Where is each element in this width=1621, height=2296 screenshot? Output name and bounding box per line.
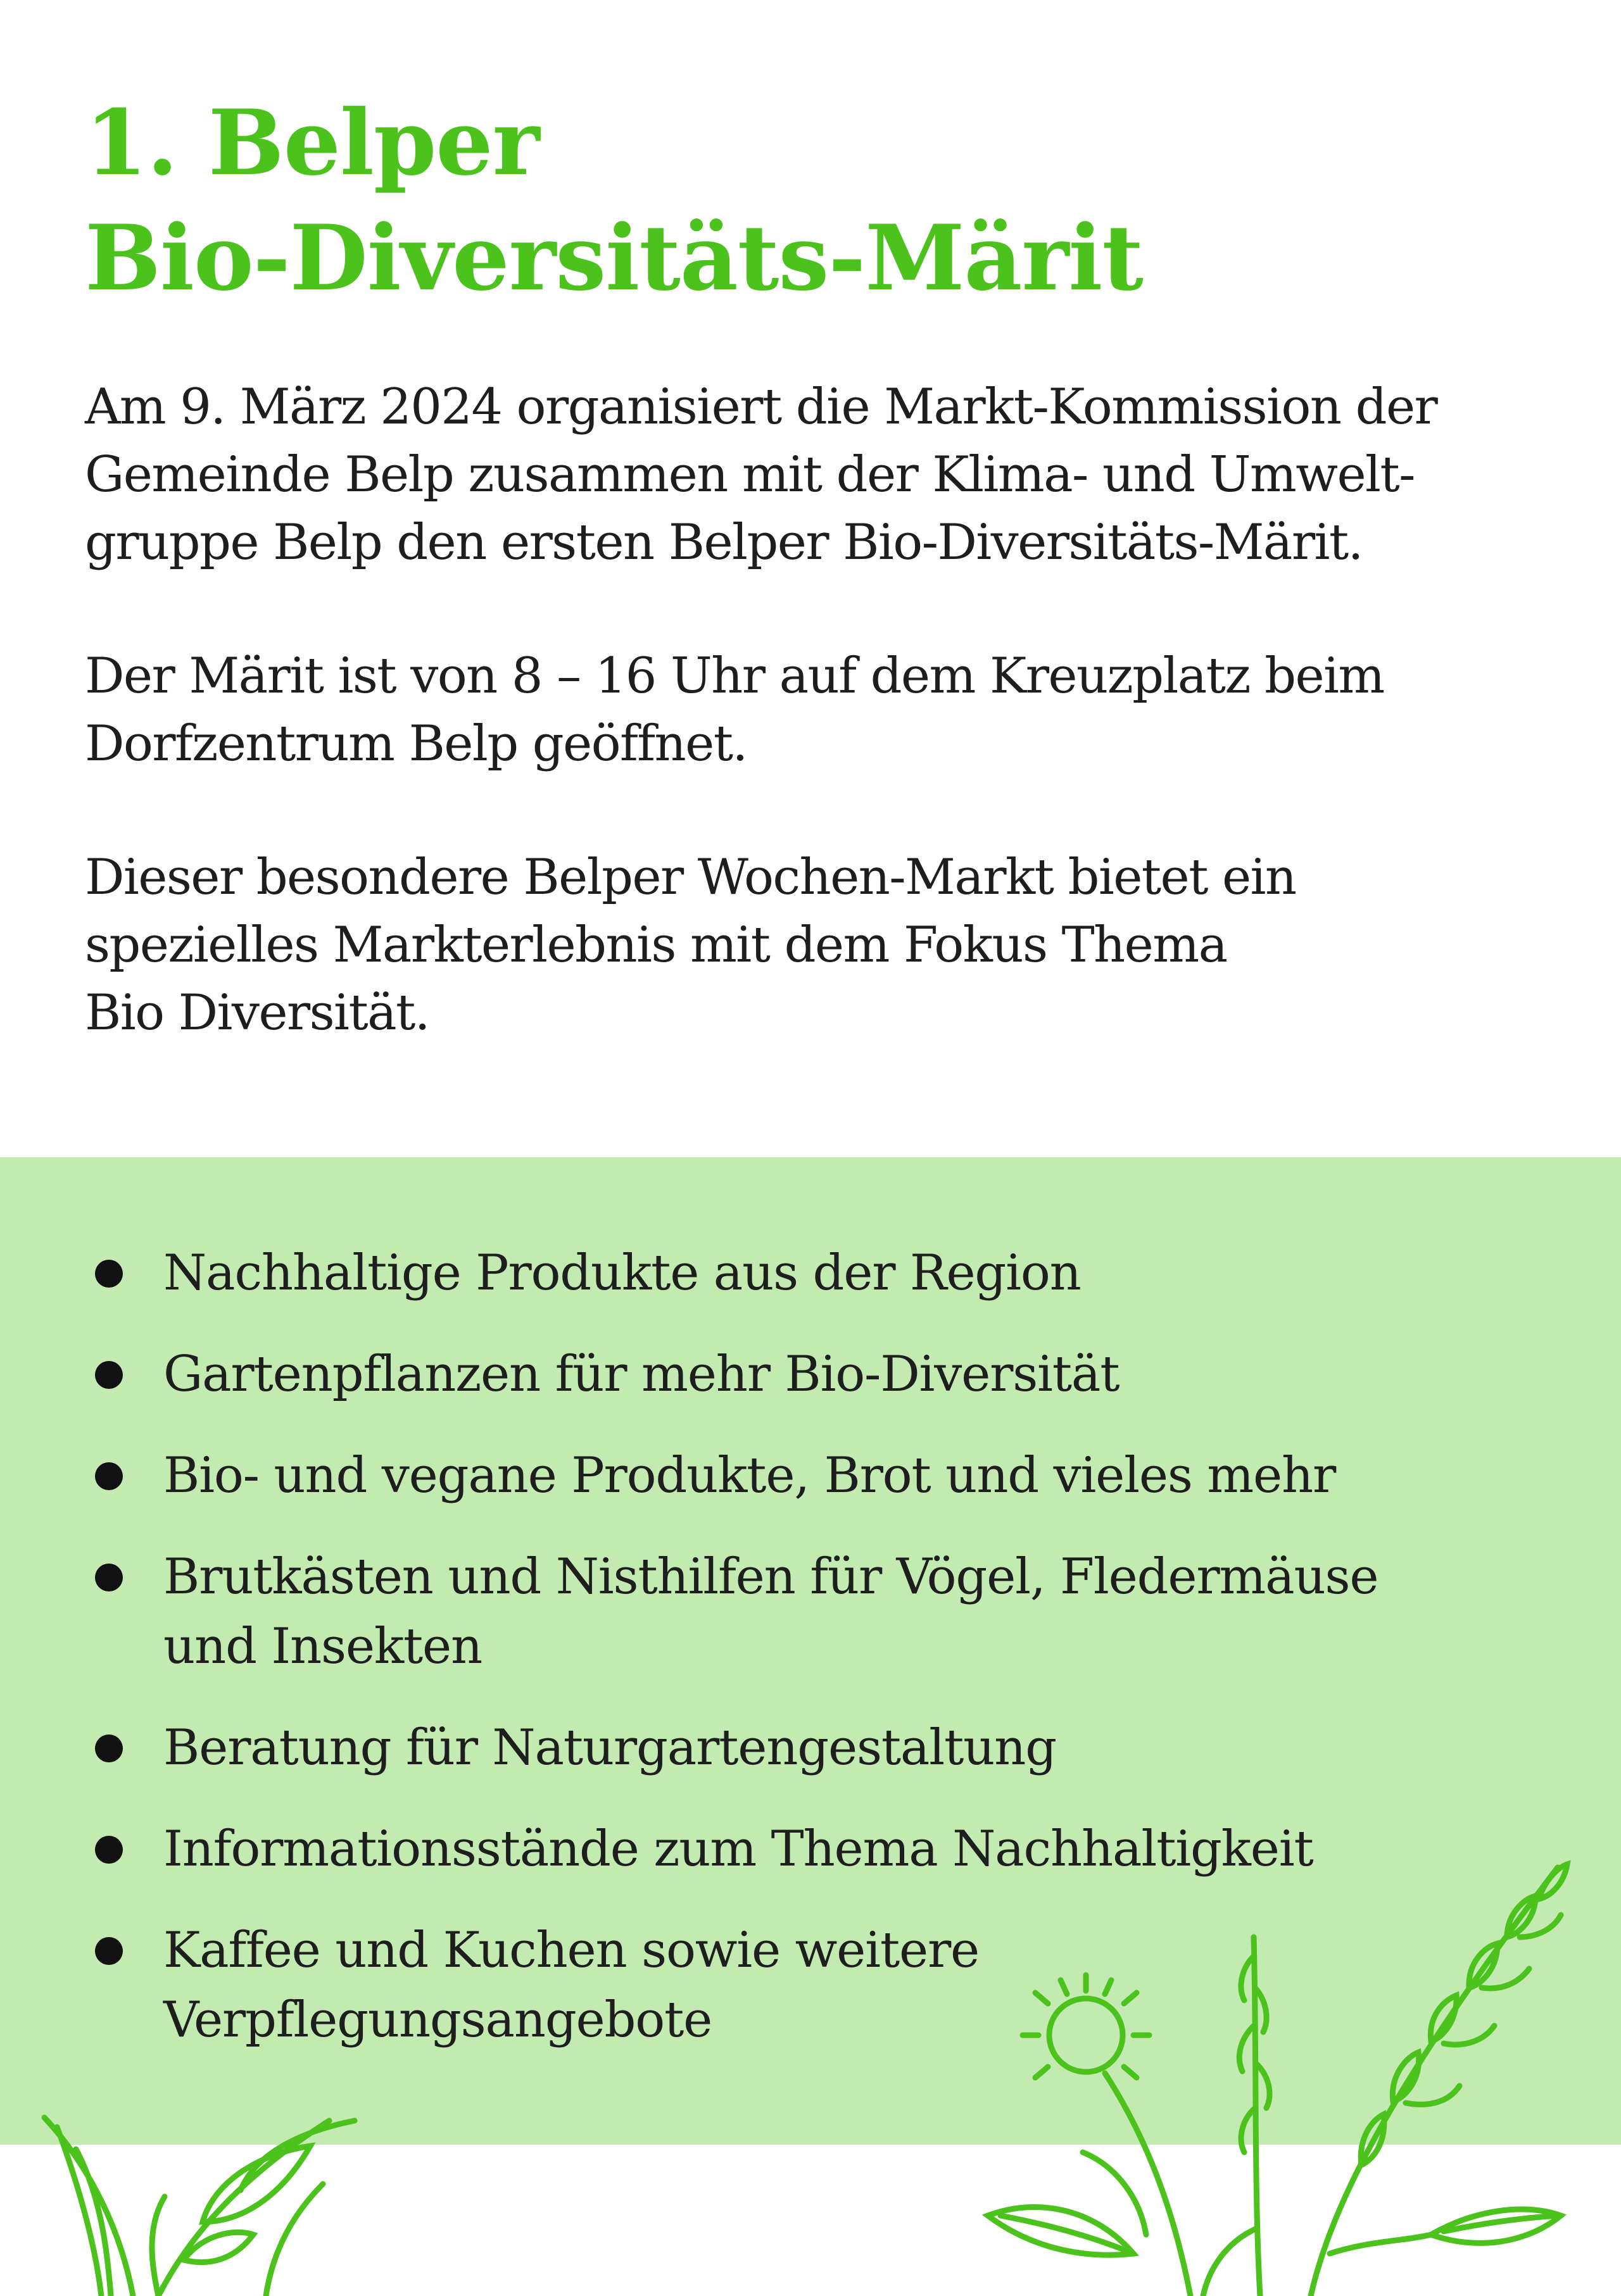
list-item-text: Brutkästen und Nisthilfen für Vögel, Fledermäuse xyxy=(163,1548,1378,1605)
feature-list xyxy=(85,1238,1567,2086)
list-item-text: Informationsstände zum Thema Nachhaltigkeit xyxy=(163,1821,1313,1878)
list-item-text: Nachhaltige Produkte aus der Region xyxy=(163,1245,1081,1302)
bullet-icon xyxy=(95,1462,123,1490)
list-item-text: und Insekten xyxy=(163,1618,483,1675)
bullet-icon xyxy=(95,1735,123,1762)
list-item-text: Kaffee und Kuchen sowie weitere xyxy=(163,1922,980,1979)
list-item xyxy=(85,1238,1567,1308)
intro-paragraph xyxy=(85,844,1560,1047)
list-item-text: Beratung für Naturgartengestaltung xyxy=(163,1719,1056,1776)
text-line: spezielles Markterlebnis mit dem Fokus Thema xyxy=(85,917,1227,974)
list-item xyxy=(85,1916,1567,2055)
title-line: 1. Belper xyxy=(85,91,539,196)
list-item xyxy=(85,1542,1567,1681)
text-line: Dieser besondere Belper Wochen-Markt bietet ein xyxy=(85,849,1296,906)
text-line: Dorfzentrum Belp geöffnet. xyxy=(85,715,747,772)
text-line: Am 9. März 2024 organisiert die Markt-Kommission der xyxy=(85,379,1437,436)
list-item xyxy=(85,1339,1567,1409)
list-item-text: Gartenpflanzen für mehr Bio-Diversität xyxy=(163,1346,1120,1403)
text-line: Gemeinde Belp zusammen mit der Klima- und Umwelt- xyxy=(85,446,1415,503)
intro-paragraph xyxy=(85,643,1560,778)
text-line: Der Märit ist von 8 – 16 Uhr auf dem Kreuzplatz beim xyxy=(85,648,1384,705)
page-title xyxy=(85,85,1541,316)
list-item xyxy=(85,1814,1567,1884)
bullet-icon xyxy=(95,1361,123,1389)
list-item xyxy=(85,1713,1567,1783)
intro-text xyxy=(85,373,1560,1113)
text-line: gruppe Belp den ersten Belper Bio-Diversitäts-Märit. xyxy=(85,514,1363,571)
list-item-text: Verpflegungsangebote xyxy=(163,1992,712,2048)
intro-paragraph xyxy=(85,373,1560,577)
bullet-icon xyxy=(95,1836,123,1864)
list-item-text: Bio- und vegane Produkte, Brot und vieles mehr xyxy=(163,1447,1336,1504)
list-item xyxy=(85,1441,1567,1510)
bullet-icon xyxy=(95,1937,123,1965)
title-line: Bio-Diversitäts-Märit xyxy=(85,206,1143,311)
bullet-icon xyxy=(95,1260,123,1288)
bullet-icon xyxy=(95,1564,123,1591)
text-line: Bio Diversität. xyxy=(85,984,429,1041)
